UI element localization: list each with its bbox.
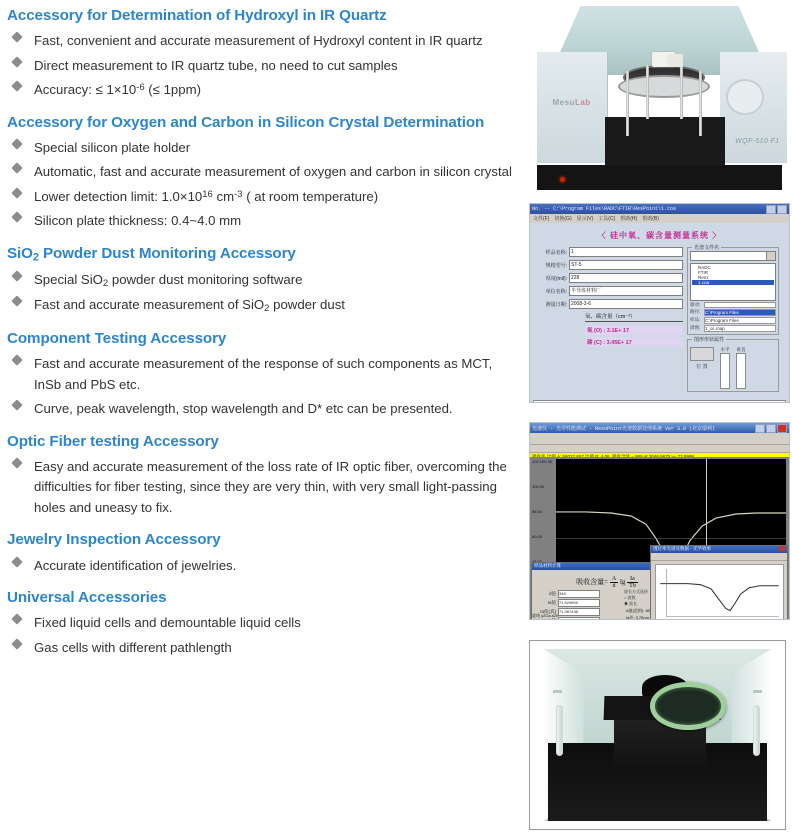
- list-item-text: Special SiO$_2$ powder dust monitoring software: [34, 271, 303, 289]
- diamond-bullet-icon: [11, 80, 22, 91]
- mode-option-wavenumber[interactable]: ○ 波数: [624, 595, 636, 600]
- bullet-list: [6, 556, 516, 576]
- list-item[interactable]: Res1: [698, 275, 709, 280]
- field-label: 样品名称:: [545, 249, 567, 256]
- value: [704, 302, 776, 308]
- window-titlebar: [530, 204, 789, 214]
- instrument-porthole: [726, 79, 764, 116]
- diamond-bullet-icon: [11, 400, 22, 411]
- kv-drive: 驱动:: [690, 302, 776, 308]
- instrument-left-body: [537, 52, 608, 163]
- horizontal-label: 水平: [720, 347, 730, 352]
- list-item: [6, 56, 516, 76]
- section-sio2-powder-dust: [6, 244, 516, 318]
- position-pad[interactable]: [690, 347, 714, 361]
- result-oxygen: 氧 (O) : 3.1E+ 17: [585, 325, 683, 335]
- list-item-text: Special silicon plate holder: [34, 139, 191, 155]
- jade-bangle: [650, 682, 726, 730]
- subwindow-titlebar: [651, 546, 787, 553]
- instrument-brand-label: MesuLab: [552, 98, 591, 107]
- list-item: [6, 31, 516, 51]
- minimize-icon[interactable]: [755, 424, 765, 433]
- bullet-list: [6, 613, 516, 658]
- compartment-handle: [556, 705, 563, 756]
- minimize-icon[interactable]: [766, 205, 776, 214]
- vertical-slider[interactable]: [736, 353, 746, 389]
- section-universal-accessories: [6, 588, 516, 658]
- section-hydroxyl-ir-quartz: [6, 6, 516, 101]
- list-item-text: Easy and accurate measurement of the loss rate of IR optic fiber, overcoming the difficulties for fiber testing, since they are very thin, with very small light-passing holes and uneasy to fix.: [34, 458, 507, 515]
- photo-component-response-software: [529, 422, 790, 620]
- field-label: 厚度(mil):: [545, 275, 567, 282]
- absorption-formula: 吸收含量= $\frac{A}{d}$ lg $\frac{Ia}{Tb}$: [576, 576, 636, 589]
- list-item[interactable]: RADC: [698, 265, 711, 270]
- kv-sample: 样品: C:\Program Files: [690, 317, 776, 324]
- section-optic-fiber-testing: [6, 432, 516, 519]
- spectrum-file-group: [687, 247, 779, 335]
- y-tick: 60.00: [532, 534, 543, 539]
- list-item: [6, 399, 516, 419]
- close-icon[interactable]: [777, 424, 787, 433]
- diamond-bullet-icon: [11, 187, 22, 198]
- section-heading: Jewelry Inspection Accessory: [7, 531, 221, 549]
- list-item-text: Direct measurement to IR quartz tube, no need to cut samples: [34, 57, 398, 73]
- value: 1_oc.map: [704, 325, 776, 332]
- bullet-list: [6, 138, 516, 232]
- menu-item-help[interactable]: 帮助(H): [620, 216, 638, 222]
- kv-spectrum: 谱图: 1_oc.map: [690, 325, 776, 332]
- text-input[interactable]: 1: [569, 247, 683, 257]
- list-item: [6, 270, 516, 292]
- list-item: [6, 138, 516, 158]
- bullet-list: [6, 270, 516, 318]
- compartment-handle: [753, 705, 760, 756]
- extra-row-a-range: A值(范围): 60: [626, 608, 651, 613]
- diamond-bullet-icon: [11, 270, 22, 281]
- value: C:\Program Files: [704, 309, 776, 316]
- text-input[interactable]: 228: [569, 273, 683, 283]
- list-item-text: Fast and accurate measurement of the response of such components as MCT, InSb and PbS etc.: [34, 356, 493, 392]
- list-item-text: Accuracy: ≤ $1\times 10^{-6}$ (≤ 1ppm): [34, 82, 201, 98]
- list-item: [6, 80, 516, 100]
- window-titlebar: [530, 423, 789, 433]
- result-carbon: 碳 (C) : 3.45E+ 17: [585, 337, 683, 347]
- menu-bar[interactable]: [530, 433, 789, 445]
- section-heading: SiO$_2$ Powder Dust Monitoring Accessory: [7, 244, 296, 264]
- diamond-bullet-icon: [11, 56, 22, 67]
- section-heading: Accessory for Oxygen and Carbon in Silicon Crystal Determination: [7, 113, 485, 131]
- formula-fraction-1: $\frac{A}{d}$: [611, 576, 617, 589]
- group-title: 图形形状属性: [694, 337, 725, 343]
- text-input[interactable]: 71.929809: [558, 599, 600, 607]
- list-item-text: Fast, convenient and accurate measurement of Hydroxyl content in IR quartz: [34, 33, 483, 49]
- list-item-selected[interactable]: 1.coa: [692, 280, 774, 285]
- section-heading: Accessory for Determination of Hydroxyl in IR Quartz: [7, 7, 387, 24]
- list-item: [6, 638, 516, 658]
- file-listbox[interactable]: [690, 263, 776, 301]
- text-input[interactable]: 348: [558, 590, 600, 598]
- list-item: [6, 556, 516, 576]
- diamond-bullet-icon: [11, 355, 22, 366]
- list-item: [6, 354, 516, 395]
- list-item-text: Silicon plate thickness: 0.4~4.0 mm: [34, 213, 242, 229]
- subwindow-curve: [656, 565, 783, 620]
- window-controls[interactable]: [755, 424, 787, 433]
- form-columns: [533, 247, 786, 396]
- window-title: No. -- C:\Program Files\RADC\FTIR\ResPoint\1.coa: [532, 206, 677, 212]
- diamond-bullet-icon: [11, 638, 22, 649]
- text-input[interactable]: 半导体材料厂: [569, 286, 683, 296]
- field-spec-model[interactable]: [533, 260, 683, 270]
- holder-post: [699, 71, 702, 136]
- subwindow-toolbar[interactable]: [651, 553, 787, 561]
- subwindow-title: 透过率光谱及数据 - 光学效果: [653, 546, 711, 551]
- section-oxygen-carbon-silicon: [6, 113, 516, 232]
- list-item: [6, 295, 516, 317]
- menu-item-file[interactable]: 文件(F): [533, 216, 550, 222]
- y-tick: 98.00: [532, 509, 543, 514]
- photo-column: [529, 0, 792, 835]
- taskbar-status: 就绪 y2Ga.s20: [532, 613, 559, 618]
- dialog-row-d[interactable]: d值 348: [534, 590, 622, 598]
- shape-controls: [690, 343, 776, 389]
- field-label: 规格型号:: [545, 262, 567, 269]
- instrument-sample-stage: [605, 117, 725, 171]
- jewelry-compartment-illustration: [530, 641, 785, 829]
- list-item-text: Accurate identification of jewelries.: [34, 557, 237, 573]
- photo-oxygen-carbon-software: [529, 203, 790, 403]
- instrument-model-label: WQF-510 F1: [735, 138, 780, 146]
- diamond-bullet-icon: [11, 614, 22, 625]
- list-item: [6, 457, 516, 518]
- instrument-base: [537, 165, 782, 190]
- section-heading: Universal Accessories: [7, 588, 167, 606]
- formula-fraction-2: $\frac{Ia}{Tb}$: [629, 576, 636, 589]
- chart-title: [534, 402, 785, 403]
- window-title: 光谱仪 - 光学性能测试 - ResoPoint光谱数据处理系统 Ver 3.0 (北京瑞利): [532, 425, 716, 432]
- holder-post: [646, 65, 649, 119]
- kv-path: 路径: C:\Program Files: [690, 309, 776, 316]
- bullet-list: [6, 354, 516, 419]
- result-panel: [585, 312, 683, 347]
- app-window-component-response: [530, 423, 789, 619]
- field-sample-name[interactable]: [533, 247, 683, 257]
- group-title: 光谱文件名: [694, 245, 720, 251]
- section-jewelry-inspection: [6, 530, 516, 576]
- bullet-list: [6, 457, 516, 518]
- diamond-bullet-icon: [11, 457, 22, 468]
- list-item: [6, 613, 516, 633]
- mode-group-title: 波长方式选择: [624, 589, 648, 594]
- maximize-icon[interactable]: [766, 424, 776, 433]
- app-window-oxygen-carbon: [530, 204, 789, 402]
- menu-item-tools[interactable]: 工具(C): [598, 216, 616, 222]
- holder-post: [680, 65, 683, 119]
- text-input[interactable]: 2008-3-6: [569, 299, 683, 309]
- diamond-bullet-icon: [11, 556, 22, 567]
- field-label: 单位名称:: [545, 288, 567, 295]
- result-title: 氧、碳含量（cm⁻³）: [585, 312, 683, 322]
- list-item-text: Fixed liquid cells and demountable liquid cells: [34, 615, 301, 631]
- photo-instrument: [529, 2, 790, 194]
- tool-bar[interactable]: [530, 445, 789, 453]
- y-tick: 100.00: [532, 484, 545, 489]
- diamond-bullet-icon: [11, 32, 22, 43]
- plot-y-ticks: [532, 459, 552, 564]
- vertical-label: 垂直: [736, 347, 746, 352]
- close-icon[interactable]: [777, 205, 787, 214]
- field-thickness[interactable]: [533, 273, 683, 283]
- horizontal-slider[interactable]: [720, 353, 730, 389]
- field-label: 测量日期:: [545, 301, 567, 308]
- shape-property-group: [687, 339, 779, 392]
- text-input[interactable]: ST-5: [569, 260, 683, 270]
- diamond-bullet-icon: [11, 296, 22, 307]
- value: C:\Program Files: [704, 317, 776, 324]
- instrument-illustration: [529, 2, 790, 194]
- dialog-title: 样品材料计算: [534, 563, 561, 568]
- diamond-bullet-icon: [11, 138, 22, 149]
- subwindow-plot: [655, 564, 784, 620]
- position-pad-wrap: [690, 347, 714, 370]
- text-input[interactable]: 71.387438: [558, 608, 600, 616]
- list-item-text: Gas cells with different pathlength: [34, 639, 232, 655]
- app-title: 〈 硅中氧、碳含量测量系统 〉: [597, 231, 722, 240]
- dialog-row-ia-true[interactable]: Ia值(真) 71.387438: [534, 608, 622, 616]
- file-and-shape-panel: [687, 247, 779, 396]
- section-heading: Component Testing Accessory: [7, 330, 227, 348]
- sample-info-form: [533, 247, 683, 396]
- list-item-text: Automatic, fast and accurate measurement of oxygen and carbon in silicon crystal: [34, 164, 512, 180]
- diamond-bullet-icon: [11, 211, 22, 222]
- menu-item-switch[interactable]: 切换(G): [554, 216, 572, 222]
- vertical-slider-wrap: [736, 347, 746, 389]
- list-item-text: Curve, peak wavelength, stop wavelength and D* etc can be presented.: [34, 401, 453, 417]
- section-heading: Optic Fiber testing Accessory: [7, 432, 219, 450]
- transmittance-subwindow: [650, 545, 788, 620]
- list-item: [6, 211, 516, 231]
- chevron-down-icon[interactable]: [766, 252, 775, 260]
- list-item-text: Fast and accurate measurement of SiO$_2$ powder dust: [34, 297, 345, 315]
- y-tick: 102.100.00: [532, 459, 553, 464]
- oxygen-peak-chart: [533, 400, 786, 403]
- list-item-text: Lower detection limit: $1.0\times 10^{16}$ $cm^{-3}$ ( at room temperature): [34, 188, 379, 204]
- field-measure-date[interactable]: [533, 299, 683, 309]
- menu-item-view[interactable]: 显示(V): [576, 216, 594, 222]
- text-input[interactable]: [558, 617, 600, 620]
- list-item: [6, 162, 516, 182]
- list-item: [6, 187, 516, 207]
- horizontal-slider-wrap: [720, 347, 730, 389]
- plot-area-wrapper: [530, 457, 789, 619]
- menu-item-about[interactable]: 帮助(B): [642, 216, 659, 222]
- list-item[interactable]: FTIR: [698, 270, 708, 275]
- mode-option-wavelength[interactable]: ◉ 波长: [624, 601, 638, 606]
- drive-combo[interactable]: [690, 251, 776, 261]
- section-component-testing: [6, 329, 516, 420]
- quartz-sample-secondary: [667, 54, 683, 67]
- extra-row-ia-pos: Ia处: 3.75nm: [626, 615, 649, 620]
- position-label: 位 置: [696, 364, 708, 370]
- bullet-list: [6, 31, 516, 100]
- power-led-icon: [560, 177, 565, 182]
- close-icon[interactable]: [779, 546, 785, 551]
- instrument-holder-ring-outer: [618, 75, 711, 98]
- mount-screw: [753, 690, 762, 693]
- window-controls[interactable]: [766, 205, 787, 214]
- holder-post: [626, 71, 629, 136]
- field-organization[interactable]: [533, 286, 683, 296]
- diamond-bullet-icon: [11, 163, 22, 174]
- mount-screw: [553, 690, 562, 693]
- photo-jewelry-compartment: [529, 640, 786, 830]
- dialog-row-ia[interactable]: Ia值 71.929809: [534, 599, 622, 607]
- window-client-area: [530, 223, 789, 402]
